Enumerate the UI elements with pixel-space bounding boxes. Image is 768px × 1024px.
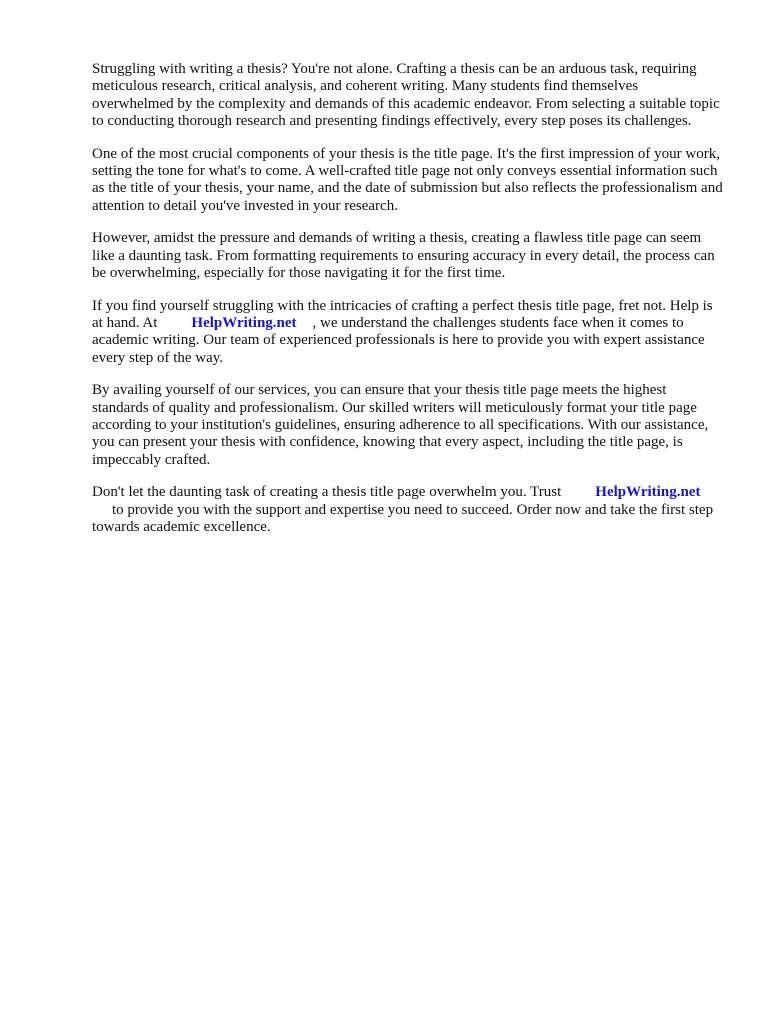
paragraph-help-offer (92, 298, 723, 367)
cta-text-before: Don't let the daunting task of creating a thesis title page overwhelm you. Trust (92, 484, 562, 501)
paragraph-intro: Struggling with writing a thesis? You're not alone. Crafting a thesis can be an arduous task, requiring meticulous research, critical analysis, and coherent writing. Many students find themselves overwhelmed by the complexity and demands of this academic endeavor. From selecting a suitable topic to conducting thorough research and presenting findings effectively, every step poses its challenges. (92, 61, 720, 129)
help-offer-text-before: If you find yourself struggling with the intricacies of crafting a perfect thesis title page, fret not. Help is at hand. At (92, 297, 713, 332)
helpwriting-link-cta[interactable]: HelpWriting.net (595, 484, 701, 501)
paragraph-services: By availing yourself of our services, you can ensure that your thesis title page meets the highest standards of quality and professionalism. Our skilled writers will meticulously format your title page according to your institution's guidelines, ensuring adherence to all specifications. With our assistance, you can present your thesis with confidence, knowing that every aspect, including the title page, is impeccably crafted. (92, 382, 709, 468)
paragraph-challenge: However, amidst the pressure and demands of writing a thesis, creating a flawless title page can seem like a daunting task. From formatting requirements to ensuring accuracy in every detail, the process can be overwhelming, especially for those navigating it for the first time. (92, 230, 715, 281)
help-offer-text-after: , we understand the challenges students face when it comes to academic writing. Our team of experienced professionals is here to provide you with expert assistance every step of the way. (92, 315, 705, 366)
paragraph-title-page: One of the most crucial components of your thesis is the title page. It's the first impression of your work, setting the tone for what's to come. A well-crafted title page not only conveys essential information such as the title of your thesis, your name, and the date of submission but also reflects the professionalism and attention to detail you've invested in your research. (92, 145, 723, 214)
paragraph-call-to-action (92, 484, 723, 536)
helpwriting-link[interactable]: HelpWriting.net (191, 315, 297, 332)
cta-text-after: to provide you with the support and expertise you need to succeed. Order now and take the first step towards academic excellence. (92, 501, 714, 536)
